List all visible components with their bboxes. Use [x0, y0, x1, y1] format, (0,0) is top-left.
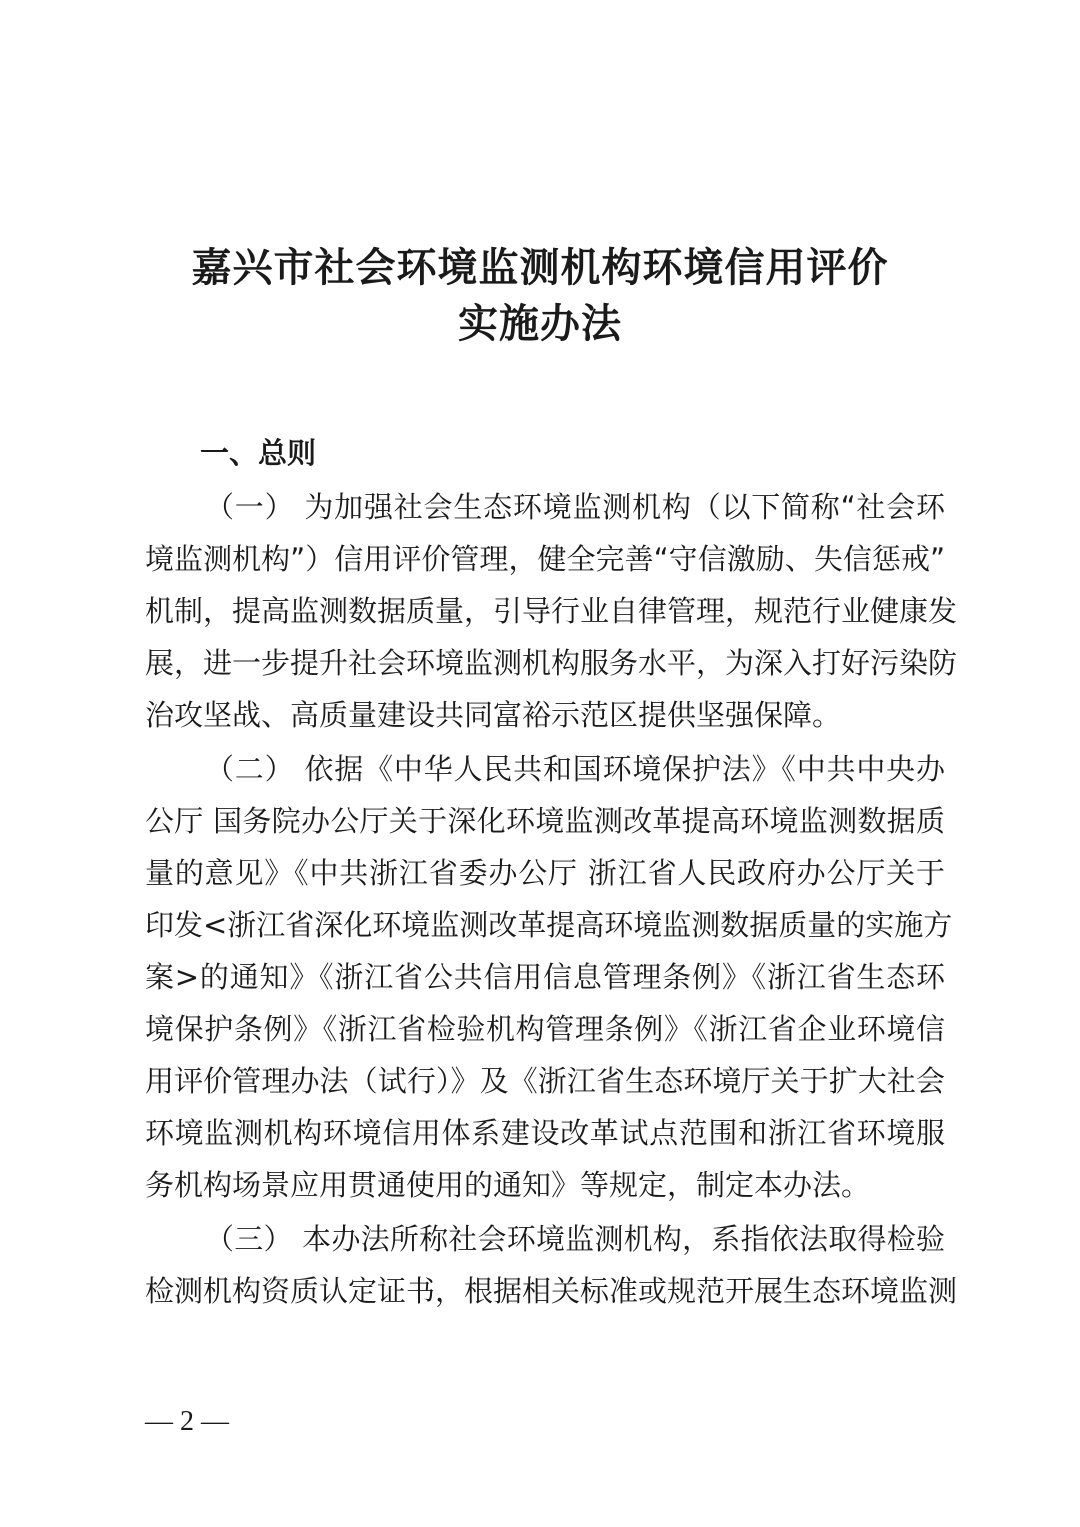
paragraph-2-line-8: 环境监测机构环境信用体系建设改革试点范围和浙江省环境服 [145, 1116, 945, 1150]
paragraph-2-line-6: 境保护条例》《浙江省检验机构管理条例》《浙江省企业环境信 [145, 1012, 945, 1046]
paragraph-2-line-7: 用评价管理办法（试行）》及《浙江省生态环境厅关于扩大社会 [145, 1064, 945, 1098]
paragraph-2-line-9: 务机构场景应用贯通使用的通知》等规定，制定本办法。 [145, 1168, 871, 1202]
section-heading: 一、总则 [200, 436, 317, 470]
paragraph-2-line-1: （二） 依据《中华人民共和国环境保护法》《中共中央办 [205, 752, 945, 786]
paragraph-2-line-5: 案>的通知》《浙江省公共信用信息管理条例》《浙江省生态环 [145, 960, 945, 994]
paragraph-2-line-3: 量的意见》《中共浙江省委办公厅 浙江省人民政府办公厅关于 [145, 856, 945, 890]
page-number: — 2 — [145, 1406, 229, 1437]
document-title-line-1: 嘉兴市社会环境监测机构环境信用评价 [191, 244, 889, 291]
paragraph-1-line-1: （一） 为加强社会生态环境监测机构（以下简称“社会环 [205, 490, 945, 524]
paragraph-1-line-4: 展，进一步提升社会环境监测机构服务水平，为深入打好污染防 [145, 646, 958, 680]
paragraph-1-line-2: 境监测机构”）信用评价管理，健全完善“守信激励、失信惩戒” [145, 542, 945, 576]
paragraph-1-line-3: 机制，提高监测数据质量，引导行业自律管理，规范行业健康发 [145, 594, 958, 628]
paragraph-2-line-4: 印发<浙江省深化环境监测改革提高环境监测数据质量的实施方 [145, 908, 953, 942]
paragraph-1-line-5: 治攻坚战、高质量建设共同富裕示范区提供坚强保障。 [145, 698, 842, 732]
paragraph-3-line-2: 检测机构资质认定证书，根据相关标准或规范开展生态环境监测 [145, 1274, 958, 1308]
paragraph-2-line-2: 公厅 国务院办公厅关于深化环境监测改革提高环境监测数据质 [145, 804, 945, 838]
document-title-line-2: 实施办法 [458, 300, 622, 347]
paragraph-3-line-1: （三） 本办法所称社会环境监测机构，系指依法取得检验 [205, 1222, 945, 1256]
